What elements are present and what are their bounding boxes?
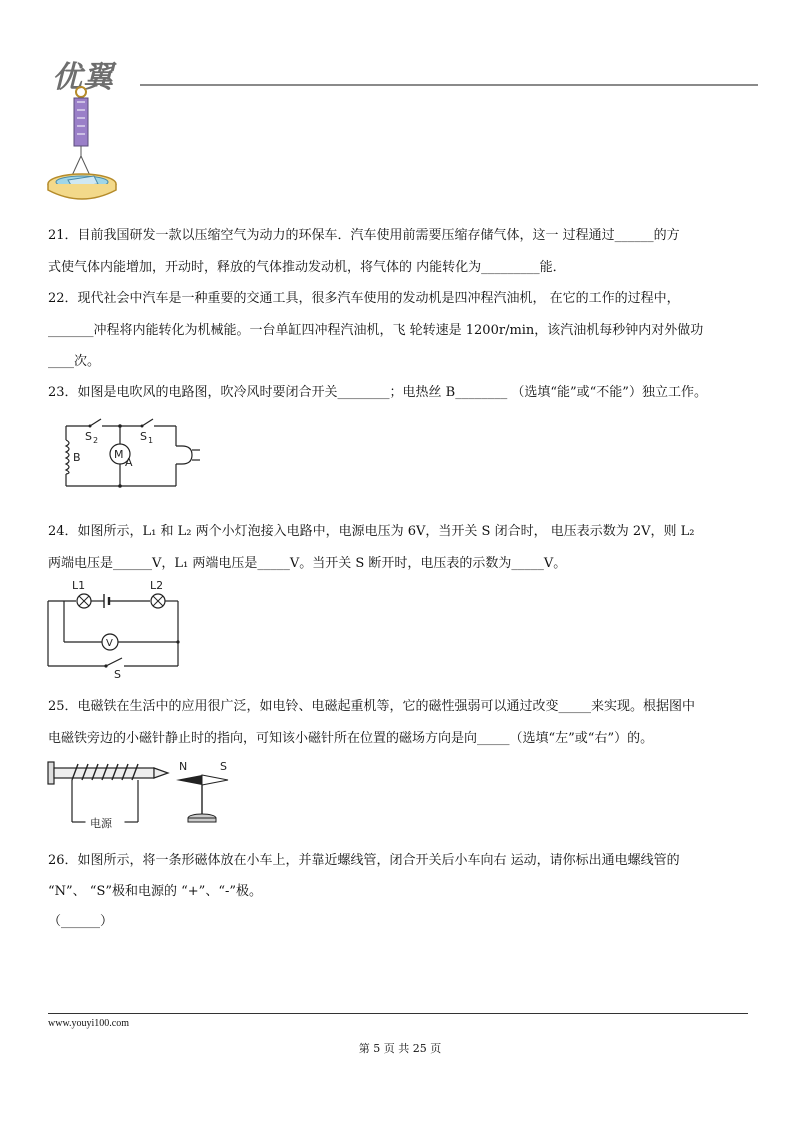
voltmeter-label: V xyxy=(106,638,113,649)
heater-b-label: B xyxy=(73,451,81,464)
question-24-line-2: 两端电压是______V，L₁ 两端电压是_____V。当开关 S 断开时，电压表的示数为_____V。 xyxy=(48,556,567,571)
question-21-line-2: 式使气体内能增加，开动时，释放的气体推动发动机，将气体的 内能转化为_________能． xyxy=(48,260,566,275)
logo: 优翼 xyxy=(52,60,114,95)
motor-label: M xyxy=(114,448,124,461)
switch-s1-label: S xyxy=(140,430,147,443)
lamp-l1-label: L1 xyxy=(72,579,86,592)
question-26-line-1: 26．如图所示，将一条形磁体放在小车上，并靠近螺线管，闭合开关后小车向右 运动，请你标出通电螺线管的 xyxy=(48,853,680,868)
spring-scale-figure xyxy=(44,84,124,204)
question-25-line-1: 25．电磁铁在生活中的应用很广泛，如电铃、电磁起重机等，它的磁性强弱可以通过改变_____来实现。根据图中 xyxy=(48,699,696,714)
power-source-label: 电源 xyxy=(90,817,112,830)
footer-divider xyxy=(48,1013,748,1014)
question-24-line-1: 24．如图所示，L₁ 和 L₂ 两个小灯泡接入电路中，电源电压为 6V，当开关 S 闭合时， 电压表示数为 2V，则 L₂ xyxy=(48,524,695,539)
page-number: 第 5 页 共 25 页 xyxy=(358,1042,442,1055)
switch-s-label: S xyxy=(114,668,121,681)
question-22-line-3: ____次。 xyxy=(48,354,101,369)
two-lamp-circuit-figure xyxy=(44,574,184,681)
question-26-answer-blank: （______） xyxy=(48,914,114,929)
switch-s1-subscript: 1 xyxy=(148,436,154,445)
lamp-l2-label: L2 xyxy=(150,579,164,592)
electromagnet-figure xyxy=(46,756,246,834)
question-26-line-2: “N”、 “S”极和电源的 “+”、“-”极。 xyxy=(48,884,262,899)
question-25-line-2: 电磁铁旁边的小磁针静止时的指向，可知该小磁针所在位置的磁场方向是向_____（选填“左”或“右”）的。 xyxy=(48,731,654,746)
hair-dryer-circuit-figure xyxy=(56,412,206,494)
needle-s-label: S xyxy=(220,760,227,773)
needle-n-label: N xyxy=(179,760,188,773)
question-22-line-2: _______冲程将内能转化为机械能。一台单缸四冲程汽油机，飞 轮转速是 1200r/min，该汽油机每秒钟内对外做功 xyxy=(48,323,704,338)
switch-s2-label: S xyxy=(85,430,92,443)
question-23-line-1: 23．如图是电吹风的电路图，吹冷风时要闭合开关________；电热丝 B________ （选填“能”或“不能”）独立工作。 xyxy=(48,385,707,400)
question-22-line-1: 22．现代社会中汽车是一种重要的交通工具，很多汽车使用的发动机是四冲程汽油机， 在它的工作的过程中， xyxy=(48,291,680,306)
header-divider xyxy=(140,84,758,86)
question-21-line-1: 21．目前我国研发一款以压缩空气为动力的环保车．汽车使用前需要压缩存储气体，这一 过程通过______的方 xyxy=(48,228,680,243)
footer-url: www.youyi100.com xyxy=(48,1018,130,1029)
motor-a-label: A xyxy=(125,456,133,469)
switch-s2-subscript: 2 xyxy=(93,436,99,445)
